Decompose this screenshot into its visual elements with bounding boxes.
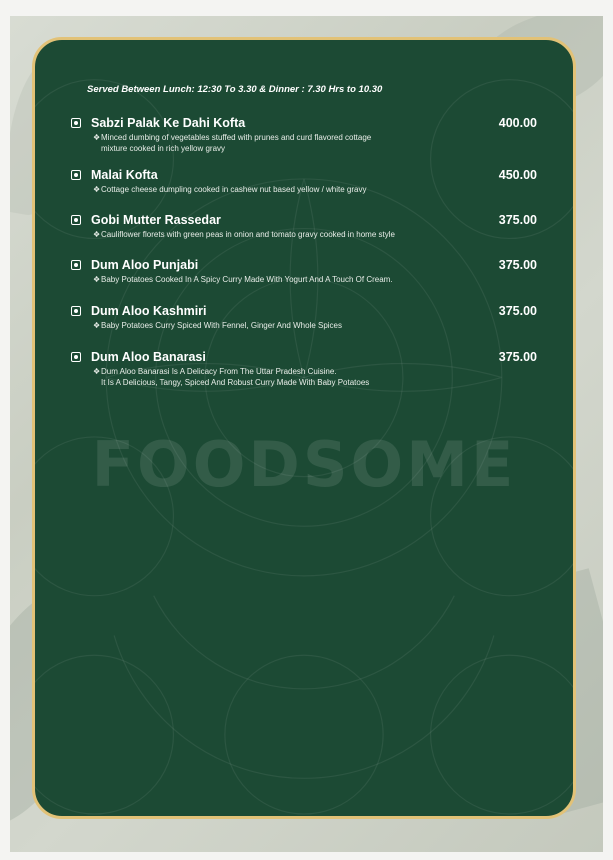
diamond-icon: ❖ [93,185,101,194]
item-name: Gobi Mutter Rassedar [91,213,221,227]
description-line: It Is A Delicious, Tangy, Spiced And Robust Curry Made With Baby Potatoes [101,377,370,387]
description-line: Cauliflower florets with green peas in onion and tomato gravy cooked in home style [101,230,395,239]
item-description [93,185,367,196]
item-description [93,275,393,286]
description-line: Baby Potatoes Curry Spiced With Fennel, Ginger And Whole Spices [101,321,343,330]
item-price: 400.00 [498,116,537,130]
item-price: 375.00 [498,350,537,364]
item-name: Dum Aloo Banarasi [91,350,206,364]
description-line: Baby Potatoes Cooked In A Spicy Curry Made With Yogurt And A Touch Of Cream. [101,275,393,284]
item-name: Malai Kofta [91,168,158,182]
item-description [93,367,369,388]
item-name: Dum Aloo Kashmiri [91,304,207,318]
item-name: Sabzi Palak Ke Dahi Kofta [91,116,246,130]
veg-icon [71,215,81,225]
diamond-icon: ❖ [93,133,101,142]
item-name: Dum Aloo Punjabi [91,258,199,272]
item-description [93,321,342,332]
diamond-icon: ❖ [93,230,101,239]
veg-icon [71,170,81,180]
veg-icon [71,260,81,270]
item-description [93,230,395,241]
description-line: Cottage cheese dumpling cooked in cashew nut based yellow / white gravy [101,185,367,194]
description-line: Minced dumbing of vegetables stuffed with prunes and curd flavored cottage [101,133,372,142]
item-price: 375.00 [498,258,537,272]
serving-hours: Served Between Lunch: 12:30 To 3.30 & Dinner : 7.30 Hrs to 10.30 [87,84,383,95]
description-line: mixture cooked in rich yellow gravy [101,143,226,153]
veg-icon [71,306,81,316]
diamond-icon: ❖ [93,275,101,284]
veg-icon [71,118,81,128]
description-line: Dum Aloo Banarasi Is A Delicacy From The Uttar Pradesh Cuisine. [101,367,337,376]
diamond-icon: ❖ [93,367,101,376]
diamond-icon: ❖ [93,321,101,330]
item-price: 375.00 [498,213,537,227]
veg-icon [71,352,81,362]
menu-panel [32,37,576,819]
watermark: FOODSOME [91,428,517,501]
item-description [93,133,371,154]
item-price: 450.00 [498,168,537,182]
item-price: 375.00 [498,304,537,318]
